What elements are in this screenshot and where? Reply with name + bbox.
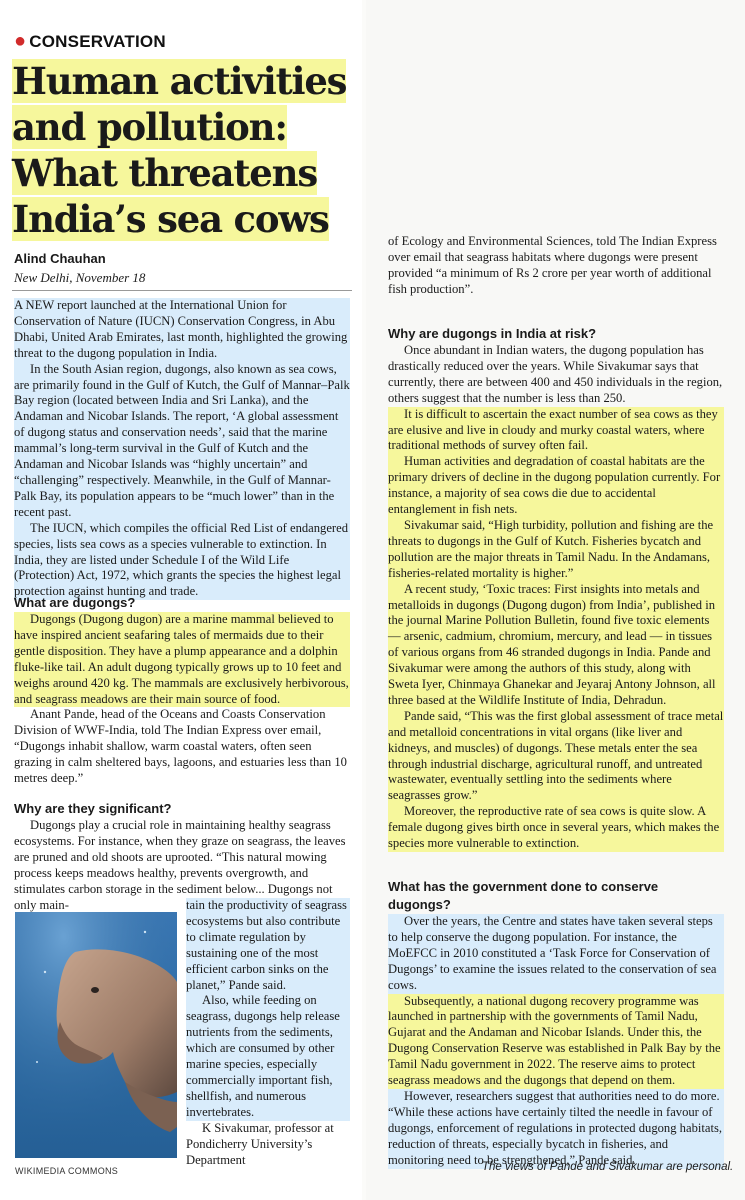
paragraph: Over the years, the Centre and states have taken several steps to help conserve the dugong population. For instance, the MoEFCC in 2010 constituted a ‘Task Force for Conservation of Dugongs’ to examine the issues related to the conservation of sea cows.	[388, 914, 724, 994]
paragraph: Anant Pande, head of the Oceans and Coasts Conservation Division of WWF-India, told The Indian Express over email, “Dugongs inhabit shallow, warm coastal waters, often seen grazing in calm sheltered bays, lagoons, and estuaries less than 10 metres deep.”	[14, 707, 347, 786]
section-label	[14, 30, 166, 53]
right-continuation	[388, 234, 724, 298]
risk-section	[388, 325, 724, 852]
paragraph: A recent study, ‘Toxic traces: First insights into metals and metalloids in dugongs (Dugong dugon) from India’, published in the journal Marine Pollution Bulletin, found five toxic elements — arsenic, cadmium, chromium, mercury, and lead — in tissues of various organs from 46 stranded dugongs in India. Pande and Sivakumar were among the authors of this study, along with Sweta Iyer, Chinmaya Ghanekar and Jeyaraj Antony Johnson, all three based at the Wildlife Institute of India, Dehradun.	[388, 582, 724, 709]
section-label-text: CONSERVATION	[29, 32, 166, 51]
paragraph: Once abundant in Indian waters, the dugong population has drastically reduced over the years. While Sivakumar says that currently, there are between 400 and 450 individuals in the region, others suggest that the number is less than 250.	[388, 343, 723, 405]
dugong-photo	[15, 912, 177, 1158]
paragraph: Sivakumar said, “High turbidity, pollution and fishing are the threats to dugongs in the Gulf of Kutch. Fisheries bycatch and pollution are the major threats in Tamil Nadu. In the Andamans, fisheries-related mortality is higher.”	[388, 518, 724, 582]
subhead-why: Why are they significant?	[14, 801, 172, 816]
paragraph: Moreover, the reproductive rate of sea cows is quite slow. A female dugong gives birth once in several years, which makes the species more vulnerable to extinction.	[388, 804, 724, 852]
paragraph: Also, while feeding on seagrass, dugongs help release nutrients from the sediments, which are consumed by other marine species, especially commercially important fish, shellfish, and numerous invertebrates.	[186, 993, 350, 1120]
why-section-narrow	[186, 898, 350, 1168]
photo-credit: WIKIMEDIA COMMONS	[15, 1166, 119, 1176]
paragraph: of Ecology and Environmental Sciences, told The Indian Express over email that seagrass habitats where dugongs were present provided “a minimum of Rs 2 crore per year worth of additional fish production”.	[388, 234, 717, 296]
government-section	[388, 878, 724, 1169]
paragraph: Dugongs (Dugong dugon) are a marine mammal believed to have inspired ancient seafaring tales of mermaids due to their gentle disposition. They have a plump appearance and a dolphin fluke-like tail. An adult dugong typically grows up to 10 feet and weighs around 420 kg. The mammals are exclusively herbivorous, and seagrass meadows are their main source of food.	[14, 612, 349, 706]
paragraph: The IUCN, which compiles the official Red List of endangered species, lists sea cows as a species vulnerable to extinction. In India, they are listed under Schedule I of the Wild Life (Protection) Act, 1972, which grants the species the highest legal protection against hunting and trade.	[14, 520, 349, 599]
subhead-government: What has the government done to conserve dugongs?	[388, 879, 659, 912]
red-bullet-icon: ●	[14, 30, 27, 52]
what-section	[14, 594, 350, 787]
dugong-illustration	[15, 912, 177, 1158]
paragraph: tain the productivity of seagrass ecosystems but also contribute to climate regulation by sustaining one of the most efficient carbon sinks on the planet,” Pande said.	[186, 898, 350, 993]
paragraph: A NEW report launched at the International Union for Conservation of Nature (IUCN) Conservation Congress, in Abu Dhabi, United Arab Emirates, last month, highlighted the growing threat to the dugong population in India.	[14, 298, 350, 362]
paragraph: However, researchers suggest that authorities need to do more. “While these actions have certainly tilted the needle in favour of dugongs, enforcement of regulations in protected dugong habitats, reduction of threats, especially bycatch in fisheries, and monitoring need to be strengthened,” Pande said.	[388, 1088, 722, 1167]
paragraph: Pande said, “This was the first global assessment of trace metal and metalloid concentrations in vital organs (like liver and kidneys, and muscles) of dugongs. These metals enter the sea through industrial discharge, agricultural runoff, and untreated wastewater, eventually settling into the sediments where seagrasses grow.”	[388, 708, 724, 803]
subhead-risk: Why are dugongs in India at risk?	[388, 326, 597, 341]
headline	[12, 58, 357, 242]
headline-line: India’s sea cows	[12, 197, 329, 241]
dateline: New Delhi, November 18	[14, 270, 146, 285]
subhead-what: What are dugongs?	[14, 595, 136, 610]
author-name: Alind Chauhan	[14, 251, 106, 266]
paragraph: It is difficult to ascertain the exact number of sea cows as they are elusive and live in cloudy and murky coastal waters, where traditional methods of survey often fail.	[388, 407, 724, 455]
paragraph: Subsequently, a national dugong recovery programme was launched in partnership with the governments of Tamil Nadu, Gujarat and the Andaman and Nicobar Islands. Under this, the Dugong Conservation Reserve was established in Palk Bay by the Tamil Nadu government in 2022. The reserve aims to protect seagrass meadows and the dugongs that depend on them.	[388, 994, 724, 1089]
footnote: The views of Pande and Sivakumar are personal.	[482, 1161, 734, 1173]
left-intro	[14, 298, 350, 600]
headline-line: Human activities	[12, 59, 347, 103]
paragraph: K Sivakumar, professor at Pondicherry University’s Department	[186, 1120, 334, 1167]
divider	[12, 290, 352, 291]
paragraph: In the South Asian region, dugongs, also known as sea cows, are primarily found in the Gulf of Kutch, the Gulf of Mannar–Palk Bay region (located between India and Sri Lanka), and the Andaman and Nicobar Islands. The report, ‘A global assessment of dugong status and conservation needs’, said that the marine mammal’s long-term survival in the Gulf of Kutch and the Andaman and Nicobar Islands was “highly uncertain” and “challenging” respectively. Meanwhile, in the Gulf of Mannar-Palk Bay, its population appears to be “much lower” than in the recent past.	[14, 361, 350, 519]
paragraph: Dugongs play a crucial role in maintaining healthy seagrass ecosystems. For instance, when they graze on seagrass, the leaves are pruned and old shoots are uprooted. “This natural mowing process keeps meadows healthy, prevents overgrowth, and stimulates carbon storage in the sediment below... Dugongs not only main-	[14, 818, 346, 912]
headline-line: and pollution:	[12, 105, 287, 149]
why-section	[14, 800, 350, 913]
headline-line: What threatens	[12, 151, 317, 195]
paragraph: Human activities and degradation of coastal habitats are the primary drivers of decline in the dugong population currently. For instance, a majority of sea cows die due to accidental entanglement in fish nets.	[388, 454, 724, 518]
